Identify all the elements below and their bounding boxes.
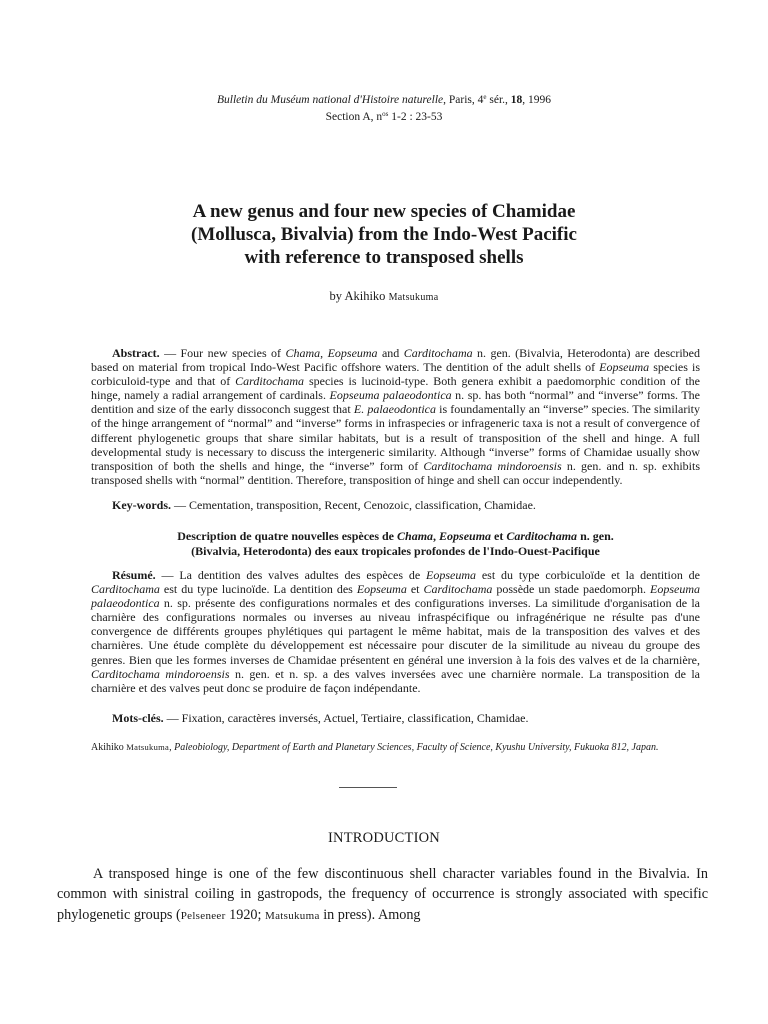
species-name: E. palaeodontica xyxy=(353,402,436,417)
abstract-text: n. gen. (Bivalvia, Heterodonta) are described based on material from tropical Indo-West Pacific offshore waters. The dentition of the adult shells of xyxy=(91,346,701,375)
journal-volume: 18 xyxy=(510,94,523,106)
affiliation-surname: Matsukuma xyxy=(126,742,170,752)
genus-name: Eopseuma xyxy=(327,346,378,360)
keywords-label: Key-words. xyxy=(112,498,171,512)
species-name: Carditochama mindoroensis xyxy=(91,666,230,681)
introduction-paragraph xyxy=(57,864,708,926)
genus-name: Eopseuma xyxy=(426,568,476,582)
motscles-label: Mots-clés. xyxy=(112,711,164,725)
genus-name: Carditochama xyxy=(423,582,493,597)
resume-text: n. sp. présente des configurations normales et des configurations inverses. La similitude d'organisation de la charnière des configurations normales ou inverses au niveau infraspécifique ou infragénérique ne résulte pas d'une convergence de différents groupes phylétiques qui partagent le même habitat, mais de la transposition des valves et des charnières. Une étude complète du développement est nécessaire pour discuter de la similitude au niveau du groupe des genres. Bien que les formes inverses de Chamidae présentent en général une inversion à la fois des valves et de la charnière, xyxy=(91,596,700,667)
author-affiliation xyxy=(91,741,700,754)
reference-author: Pelseneer xyxy=(180,909,226,922)
genus-name: Carditochama xyxy=(506,529,578,543)
abstract-text: — Four new species of xyxy=(159,346,286,360)
genus-name: Eopseuma xyxy=(356,582,407,597)
section-divider xyxy=(339,787,397,788)
abstract-text: species is lucinoid-type. Both genera exhibit a paedomorphic condition of the hinge, namely a radial arrangement of cardinals. xyxy=(91,374,701,403)
resume-label: Résumé. xyxy=(112,568,156,582)
section-prefix: Section A, n xyxy=(325,111,383,123)
genus-name: Carditochama xyxy=(91,582,160,597)
resume-title-text: Description de quatre nouvelles espèces de xyxy=(177,529,398,543)
species-name: Carditochama mindoroensis xyxy=(423,458,562,473)
intro-text: in press). Among xyxy=(319,906,421,923)
resume-text: possède un stade paedomorph. xyxy=(492,582,650,597)
keywords-text: — Cementation, transposition, Recent, Cenozoic, classification, Chamidae. xyxy=(171,498,536,512)
genus-name: Carditochama xyxy=(235,374,305,389)
introduction-heading: INTRODUCTION xyxy=(328,830,440,846)
author-surname: Matsukuma xyxy=(388,292,439,303)
genus-name: Chama xyxy=(285,346,321,360)
journal-header xyxy=(0,92,768,126)
section-superscript: os xyxy=(382,110,389,118)
affiliation-detail: , Paleobiology, Department of Earth and Planetary Sciences, Faculty of Science, Kyushu University, Fukuoka 812, Japan. xyxy=(169,742,659,753)
affiliation-first-name: Akihiko xyxy=(91,742,127,753)
resume-title xyxy=(91,529,700,559)
journal-section-line xyxy=(0,109,768,126)
paper-title xyxy=(0,200,768,269)
section-pages: 1-2 : 23-53 xyxy=(388,111,443,123)
abstract-text: n. gen. and n. sp. exhibits transposed shells with “normal” dentition. Therefore, transposition of hinge and shell can occur independently. xyxy=(91,458,700,487)
keywords-paragraph xyxy=(91,498,700,512)
resume-title-text: et xyxy=(491,529,507,543)
resume-text: est du type corbiculoïde et la dentition de xyxy=(476,568,700,582)
species-name: Eopseuma palaeodontica xyxy=(91,582,700,611)
genus-name: Chama xyxy=(397,529,434,543)
resume-text: est du type lucinoïde. La dentition des xyxy=(159,582,357,597)
abstract-paragraph xyxy=(91,346,700,487)
abstract-label: Abstract. xyxy=(112,346,160,360)
byline-prefix: by Akihiko xyxy=(329,289,389,303)
intro-text: 1920; xyxy=(225,906,265,923)
title-line-2: (Mollusca, Bivalvia) from the Indo-West Pacific xyxy=(191,224,577,245)
resume-paragraph xyxy=(91,568,700,695)
resume-title-line-1 xyxy=(91,529,700,544)
journal-title: Bulletin du Muséum national d'Histoire naturelle xyxy=(216,94,444,106)
series-superscript: e xyxy=(483,93,487,101)
journal-year: , 1996 xyxy=(522,94,552,106)
genus-name: Carditochama xyxy=(403,346,473,360)
abstract-text: n. sp. has both “normal” and “inverse” forms. The dentition and size of the early dissoconch suggest that xyxy=(91,388,700,417)
resume-title-line-2: (Bivalvia, Heterodonta) des eaux tropicales profondes de l'Indo-Ouest-Pacifique xyxy=(191,544,600,558)
resume-title-text: , xyxy=(433,529,440,543)
resume-text: n. gen. et n. sp. a des valves inversées avec une charnière normale. La transposition de la charnière et des valves peut donc se produire de façon indépendante. xyxy=(91,666,700,695)
abstract-text: is foundamentally an “inverse” species. The similarity of the hinge arrangement of “normal” and “inverse” forms in infraspecies or infrageneric taxa is not a result of convergence of different phylogenetic groups that share similar habitats, but is a result of transposition of the shell and hinge. A full developmental study is necessary to discuss the intergeneric similarity. Although “inverse” forms of Chamidae usually show transposition of both the shells and hinge, the “inverse” form of xyxy=(91,402,700,473)
species-name: Eopseuma palaeodontica xyxy=(329,388,452,403)
journal-citation-line xyxy=(0,92,768,109)
series-text: sér., xyxy=(486,94,511,106)
title-line-1: A new genus and four new species of Chamidae xyxy=(192,201,576,222)
motscles-paragraph xyxy=(91,711,700,725)
author-byline xyxy=(0,289,768,304)
intro-text: A transposed hinge is one of the few discontinuous shell character variables found in the Bivalvia. In common with sinistral coiling in gastropods, the frequency of occurrence is strongly associated with specific phylogenetic groups ( xyxy=(57,866,708,923)
genus-name: Eopseuma xyxy=(439,529,492,543)
abstract-text: and xyxy=(377,346,404,360)
abstract-text: species is corbiculoid-type and that of xyxy=(91,360,701,389)
title-line-3: with reference to transposed shells xyxy=(244,247,524,268)
journal-place: , Paris, 4 xyxy=(443,94,484,106)
resume-title-text: n. gen. xyxy=(577,529,614,543)
reference-author: Matsukuma xyxy=(265,909,320,922)
motscles-text: — Fixation, caractères inversés, Actuel, Tertiaire, classification, Chamidae. xyxy=(163,711,529,725)
abstract-text: , xyxy=(320,346,328,360)
resume-text: et xyxy=(406,582,424,597)
genus-name: Eopseuma xyxy=(599,360,650,375)
resume-text: — La dentition des valves adultes des espèces de xyxy=(155,568,426,582)
